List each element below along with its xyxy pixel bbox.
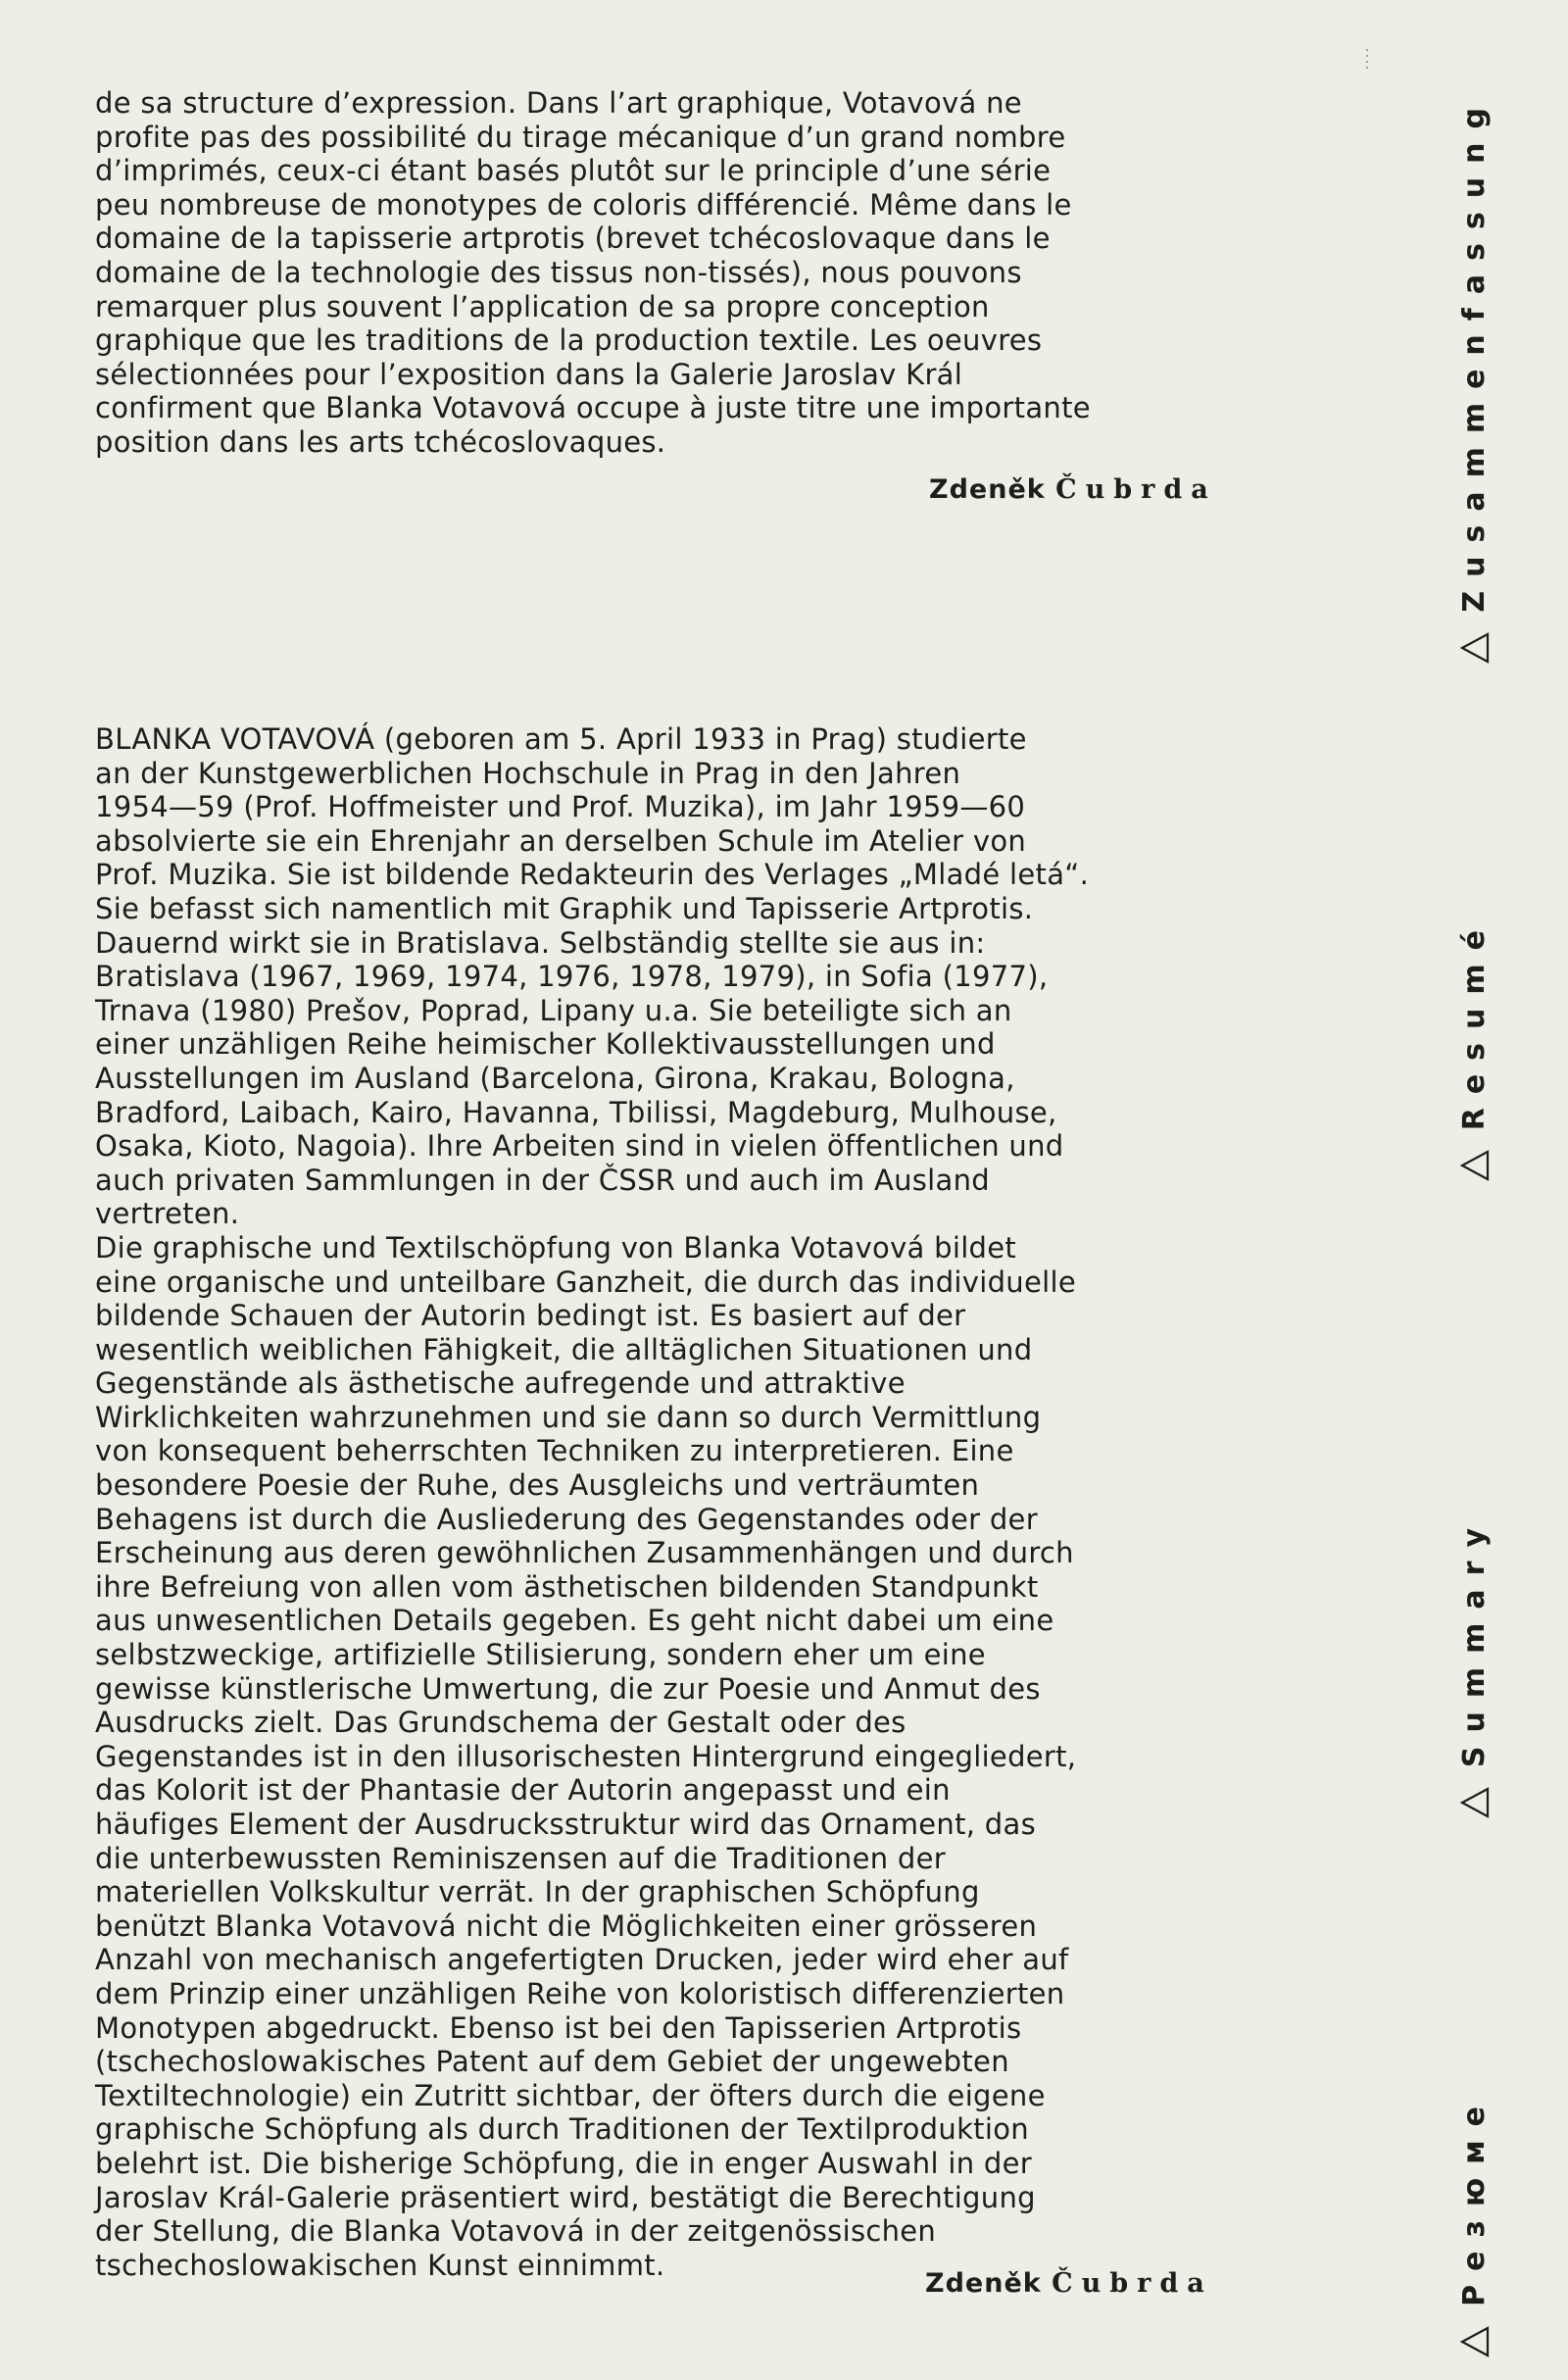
text-line: peu nombreuse de monotypes de coloris différencié. Même dans le [95,187,1072,222]
side-label-text: Резюме [1456,2093,1492,2306]
text-line: das Kolorit ist der Phantasie der Autorin angepasst und ein [95,1773,951,1808]
text-line: Erscheinung aus deren gewöhnlichen Zusammenhängen und durch [95,1536,1074,1570]
side-label-russian-resume [1452,2093,1495,2359]
text-line: Trnava (1980) Prešov, Poprad, Lipany u.a. Sie beteiligte sich an [95,993,1012,1027]
text-line: remarquer plus souvent l’application de sa propre conception [95,289,990,323]
text-line: materiellen Volkskultur verrät. In der graphischen Schöpfung [95,1875,980,1909]
text-line: 1954—59 (Prof. Hoffmeister und Prof. Muzika), im Jahr 1959—60 [95,790,1026,824]
text-line: d’imprimés, ceux-ci étant basés plutôt sur le principle d’une série [95,154,1052,188]
text-line: absolvierte sie ein Ehrenjahr an derselben Schule im Atelier von [95,823,1027,858]
text-line: Anzahl von mechanisch angefertigten Drucken, jeder wird eher auf [95,1943,1069,1977]
text-line: Behagens ist durch die Ausliederung des Gegenstandes oder der [95,1502,1038,1536]
text-line: belehrt ist. Die bisherige Schöpfung, die in enger Auswahl in der [95,2146,1032,2180]
text-line: profite pas des possibilité du tirage mécanique d’un grand nombre [95,120,1066,154]
text-line: Prof. Muzika. Sie ist bildende Redakteurin des Verlages „Mladé letá“. [95,858,1090,892]
french-summary-text [95,86,1222,460]
text-line: Sie befasst sich namentlich mit Graphik und Tapisserie Artprotis. [95,891,1034,925]
text-line: Ausstellungen im Ausland (Barcelona, Girona, Krakau, Bologna, [95,1061,1015,1095]
text-line: Osaka, Kioto, Nagoia). Ihre Arbeiten sind in vielen öffentlichen und [95,1129,1064,1164]
text-line: (tschechoslowakisches Patent auf dem Gebiet der ungewebten [95,2045,1009,2079]
french-signature [929,474,1217,505]
text-line: Bradford, Laibach, Kairo, Havanna, Tbilissi, Magdeburg, Mulhouse, [95,1095,1057,1129]
text-line: von konsequent beherrschten Techniken zu interpretieren. Eine [95,1434,1014,1468]
text-line: vertreten. [95,1197,240,1231]
triangle-marker-icon [1456,1785,1492,1820]
signature-first-name: Zdeněk [925,2268,1042,2299]
text-line: Textiltechnologie) ein Zutritt sichtbar, der öfters durch die eigene [95,2078,1046,2112]
text-line: tschechoslowakischen Kunst einnimmt. [95,2248,665,2282]
side-label-text: Resumé [1456,917,1492,1131]
text-line: selbstzweckige, artifizielle Stilisierung, sondern eher um eine [95,1638,986,1672]
text-line: confirment que Blanka Votavová occupe à juste titre une importante [95,391,1091,425]
text-line: de sa structure d’expression. Dans l’art graphique, Votavová ne [95,86,1022,120]
side-label-zusammenfassung [1452,94,1495,666]
text-line: BLANKA VOTAVOVÁ (geboren am 5. April 1933 in Prag) studierte [95,722,1027,756]
text-line: Dauernd wirkt sie in Bratislava. Selbständig stellte sie aus in: [95,925,986,960]
triangle-marker-icon [1456,2324,1492,2359]
text-line: domaine de la technologie des tissus non-tissés), nous pouvons [95,255,1022,289]
text-line: gewisse künstlerische Umwertung, die zur Poesie und Anmut des [95,1671,1041,1706]
text-line: benützt Blanka Votavová nicht die Möglichkeiten einer grösseren [95,1909,1038,1943]
text-line: Jaroslav Král-Galerie präsentiert wird, bestätigt die Berechtigung [95,2180,1036,2214]
side-label-summary [1452,1514,1495,1820]
text-line: sélectionnées pour l’exposition dans la Galerie Jaroslav Král [95,357,963,391]
side-label-text: Zusammenfassung [1456,94,1492,613]
text-line: Ausdrucks zielt. Das Grundschema der Gestalt oder des [95,1706,906,1740]
text-line: dem Prinzip einer unzähligen Reihe von koloristisch differenzierten [95,1976,1065,2010]
text-line: einer unzähligen Reihe heimischer Kollektivausstellungen und [95,1027,996,1062]
text-line: Bratislava (1967, 1969, 1974, 1976, 1978, 1979), in Sofia (1977), [95,960,1049,994]
text-line: domaine de la tapisserie artprotis (brevet tchécoslovaque dans le [95,222,1051,256]
text-line: Wirklichkeiten wahrzunehmen und sie dann so durch Vermittlung [95,1400,1042,1434]
text-line: graphique que les traditions de la production textile. Les oeuvres [95,323,1043,358]
text-line: häufiges Element der Ausdrucksstruktur wird das Ornament, das [95,1808,1036,1841]
signature-surname: Čubrda [1055,474,1217,505]
text-line: ihre Befreiung von allen vom ästhetischen bildenden Standpunkt [95,1569,1039,1604]
text-line: eine organische und unteilbare Ganzheit, die durch das individuelle [95,1264,1076,1299]
signature-surname: Čubrda [1052,2268,1213,2299]
german-signature [925,2268,1213,2299]
text-line: position dans les arts tchécoslovaques. [95,424,666,459]
text-line: graphische Schöpfung als durch Traditionen der Textilproduktion [95,2112,1029,2147]
german-summary-text [95,722,1222,2282]
text-line: Gegenstände als ästhetische aufregende und attraktive [95,1366,906,1401]
text-line: auch privaten Sammlungen in der ČSSR und auch im Ausland [95,1163,990,1197]
text-line: wesentlich weiblichen Fähigkeit, die alltäglichen Situationen und [95,1332,1033,1366]
text-line: Gegenstandes ist in den illusorischesten Hintergrund eingegliedert, [95,1739,1077,1773]
signature-first-name: Zdeněk [929,474,1046,505]
text-line: bildende Schauen der Autorin bedingt ist. Es basiert auf der [95,1299,966,1333]
text-line: aus unwesentlichen Details gegeben. Es geht nicht dabei um eine [95,1604,1054,1638]
text-line: an der Kunstgewerblichen Hochschule in Prag in den Jahren [95,756,961,790]
side-label-text: Summary [1456,1514,1492,1768]
text-line: die unterbewussten Reminiszensen auf die Traditionen der [95,1841,947,1875]
side-label-resume [1452,917,1495,1183]
text-line: besondere Poesie der Ruhe, des Ausgleichs und verträumten [95,1468,980,1503]
text-line: Monotypen abgedruckt. Ebenso ist bei den Tapisserien Artprotis [95,2010,1022,2045]
margin-dots [1365,47,1369,73]
text-line: der Stellung, die Blanka Votavová in der zeitgenössischen [95,2214,937,2249]
triangle-marker-icon [1456,1148,1492,1183]
triangle-marker-icon [1456,630,1492,666]
text-line: Die graphische und Textilschöpfung von Blanka Votavová bildet [95,1230,1017,1264]
